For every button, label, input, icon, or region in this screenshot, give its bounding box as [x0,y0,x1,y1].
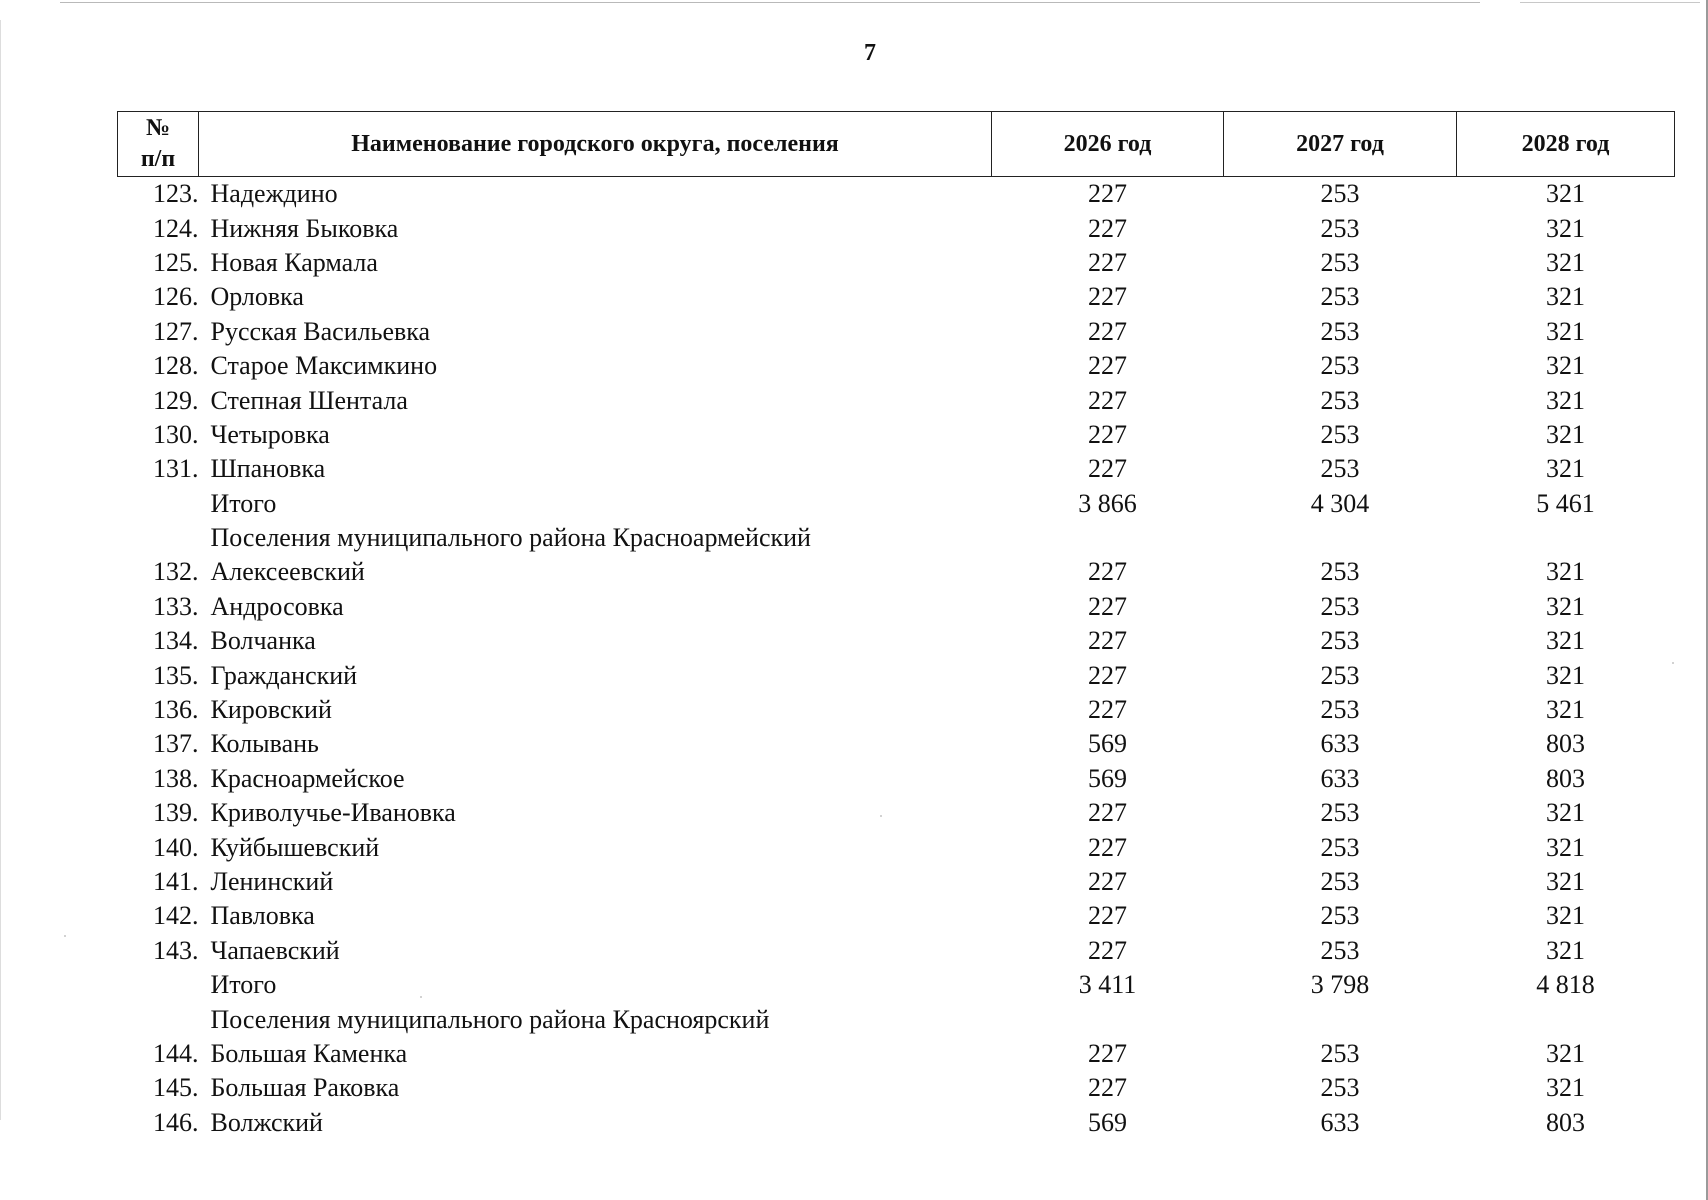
allocation-table [117,111,1675,1140]
value-2027: 253 [1320,351,1360,381]
value-2028: 321 [1546,867,1585,896]
table-row [118,590,1675,624]
row-number: 139. [153,798,199,828]
value-2027: 253 [1320,316,1360,346]
value-2026: 227 [1088,454,1127,484]
row-number: 132. [153,557,199,587]
row-number: 124. [153,213,199,243]
value-2028: 321 [1546,247,1585,277]
header-name-column: Наименование городского округа, поселения [199,112,992,177]
section-heading-row [118,1002,1675,1036]
value-2026: 227 [1088,591,1127,621]
table-row [118,177,1675,212]
settlement-name: Криволучье-Ивановка [210,798,456,828]
value-2028: 321 [1546,832,1585,862]
value-2026: 227 [1088,798,1127,828]
value-2028: 803 [1546,763,1585,793]
settlement-name: Итого [210,970,277,1000]
table-row [118,796,1675,830]
row-number: 123. [153,179,199,209]
value-2027: 253 [1320,247,1360,277]
settlement-name: Орловка [210,282,304,312]
value-2026: 569 [1088,729,1127,759]
value-2026: 569 [1088,1107,1127,1137]
value-2026: 227 [1088,1038,1127,1068]
table-row [118,1037,1675,1071]
header-number-abbrev: п/п [140,146,176,172]
row-number: 140. [153,832,199,862]
settlement-name: Волчанка [210,626,316,656]
row-number: 136. [153,695,199,725]
settlement-name: Нижняя Быковка [210,213,399,243]
table-row [118,211,1675,245]
settlement-name: Павловка [210,901,315,931]
table-row [118,383,1675,417]
row-number: 127. [153,316,199,346]
value-2028: 321 [1546,626,1585,656]
value-2028: 321 [1546,1038,1585,1068]
row-number [118,521,199,555]
row-number: 145. [153,1073,199,1103]
value-2026: 569 [1088,763,1127,793]
value-2026 [992,521,1224,555]
value-2028: 321 [1546,213,1585,243]
table-row [118,693,1675,727]
settlement-name: Большая Раковка [210,1073,400,1103]
value-2028 [1457,1002,1675,1036]
table-row [118,762,1675,796]
value-2027: 253 [1320,179,1360,209]
row-number: 135. [153,660,199,690]
settlement-name: Алексеевский [210,557,365,587]
total-row [118,968,1675,1002]
value-2026: 227 [1088,557,1127,587]
row-number: 146. [153,1107,199,1137]
value-2028: 321 [1546,179,1585,209]
table-row [118,555,1675,589]
value-2028: 321 [1546,901,1585,931]
value-2028: 321 [1546,557,1585,587]
value-2027: 253 [1320,1073,1360,1103]
value-2027: 633 [1320,729,1360,759]
scan-speck [1672,662,1674,664]
settlement-name: Чапаевский [210,935,340,965]
value-2027: 633 [1320,1107,1360,1137]
value-2026: 227 [1088,1073,1127,1103]
value-2028: 803 [1546,1107,1585,1137]
table-row [118,934,1675,968]
section-title: Поселения муниципального района Красноярский [210,1004,770,1034]
value-2028: 5 461 [1536,488,1595,518]
table-row [118,727,1675,761]
settlement-name: Новая Кармала [210,247,378,277]
value-2027: 253 [1320,626,1360,656]
table-row [118,349,1675,383]
table-header [118,112,1675,177]
value-2026: 227 [1088,179,1127,209]
scan-edge-line-top-right [1520,2,1700,3]
value-2028: 321 [1546,660,1585,690]
settlement-name: Степная Шентала [210,385,408,415]
table-row [118,624,1675,658]
table-row [118,280,1675,314]
table-row [118,1071,1675,1105]
header-year-2026: 2026 год [992,112,1224,177]
section-heading-row [118,521,1675,555]
settlement-name: Четыровка [210,419,330,449]
scan-edge-line-left [0,20,1,1120]
row-number: 134. [153,626,199,656]
table-body [118,177,1675,1140]
value-2026: 227 [1088,832,1127,862]
value-2028: 321 [1546,935,1585,965]
value-2026: 227 [1088,901,1127,931]
table-row [118,246,1675,280]
value-2028: 321 [1546,419,1585,449]
value-2026 [992,1002,1224,1036]
value-2026: 227 [1088,385,1127,415]
table-row [118,830,1675,864]
value-2028: 321 [1546,316,1585,346]
value-2026: 227 [1088,213,1127,243]
value-2026: 227 [1088,867,1127,896]
row-number: 143. [153,935,199,965]
value-2027: 253 [1320,419,1360,449]
value-2027: 253 [1320,901,1360,931]
value-2027: 633 [1320,763,1360,793]
value-2026: 227 [1088,247,1127,277]
value-2028: 321 [1546,591,1585,621]
header-year-2027: 2027 год [1224,112,1457,177]
row-number: 126. [153,282,199,312]
settlement-name: Надеждино [210,179,338,209]
settlement-name: Волжский [210,1107,323,1137]
table-row [118,658,1675,692]
row-number: 130. [153,419,199,449]
value-2026: 227 [1088,695,1127,725]
table-row [118,418,1675,452]
value-2027: 4 304 [1310,488,1370,518]
settlement-name: Старое Максимкино [210,351,438,381]
value-2027: 253 [1320,213,1360,243]
row-number: 144. [153,1038,199,1068]
table-row [118,452,1675,486]
settlement-name: Гражданский [210,660,358,690]
value-2027: 253 [1320,660,1360,690]
value-2027: 3 798 [1310,970,1370,1000]
value-2028: 321 [1546,385,1585,415]
value-2028: 803 [1546,729,1585,759]
value-2026: 227 [1088,419,1127,449]
value-2028: 321 [1546,454,1585,484]
value-2027: 253 [1320,695,1360,725]
value-2026: 227 [1088,626,1127,656]
value-2027: 253 [1320,832,1360,862]
value-2028: 321 [1546,282,1585,312]
table-header-row [118,112,1675,177]
row-number: 129. [153,385,199,415]
row-number [118,968,199,1002]
page-number: 7 [864,40,876,66]
total-row [118,487,1675,521]
settlement-name: Красноармейское [210,763,405,793]
row-number: 128. [153,351,199,381]
row-number: 138. [153,763,199,793]
header-number-column [118,112,199,177]
value-2028: 321 [1546,695,1585,725]
row-number: 125. [153,247,199,277]
settlement-name: Кировский [210,695,332,725]
value-2027: 253 [1320,867,1360,896]
header-number-sign: № [145,115,171,141]
value-2028: 4 818 [1536,970,1595,1000]
row-number [118,1002,199,1036]
settlement-name: Шпановка [210,454,326,484]
value-2027: 253 [1320,454,1360,484]
value-2027: 253 [1320,935,1360,965]
settlement-name: Ленинский [210,867,334,896]
row-number: 131. [153,454,199,484]
value-2028 [1457,521,1675,555]
value-2027: 253 [1320,385,1360,415]
value-2027: 253 [1320,798,1360,828]
value-2026: 227 [1088,282,1127,312]
scan-speck [880,815,882,817]
table-row [118,1106,1675,1140]
value-2028: 321 [1546,1073,1585,1103]
section-title: Поселения муниципального района Красноармейский [210,523,811,553]
value-2026: 227 [1088,935,1127,965]
settlement-name: Русская Васильевка [210,316,431,346]
scan-speck [64,935,66,937]
value-2028: 321 [1546,351,1585,381]
value-2026: 3 866 [1078,488,1137,518]
scan-edge-line-top [60,2,1480,3]
value-2027: 253 [1320,591,1360,621]
value-2027: 253 [1320,282,1360,312]
settlement-name: Большая Каменка [210,1038,408,1068]
settlement-name: Куйбышевский [210,832,380,862]
row-number [118,487,199,521]
value-2026: 227 [1088,660,1127,690]
scan-speck [420,996,422,998]
table-row [118,865,1675,899]
value-2027 [1224,1002,1457,1036]
value-2026: 3 411 [1078,970,1137,1000]
table-row [118,315,1675,349]
row-number: 141. [153,867,199,896]
table-row [118,899,1675,933]
settlement-name: Андросовка [210,591,344,621]
value-2026: 227 [1088,351,1127,381]
value-2027 [1224,521,1457,555]
value-2026: 227 [1088,316,1127,346]
settlement-name: Итого [210,488,277,518]
value-2027: 253 [1320,557,1360,587]
row-number: 142. [153,901,199,931]
value-2027: 253 [1320,1038,1360,1068]
header-year-2028: 2028 год [1457,112,1675,177]
row-number: 133. [153,591,199,621]
row-number: 137. [153,729,199,759]
value-2028: 321 [1546,798,1585,828]
settlement-name: Колывань [210,729,319,759]
